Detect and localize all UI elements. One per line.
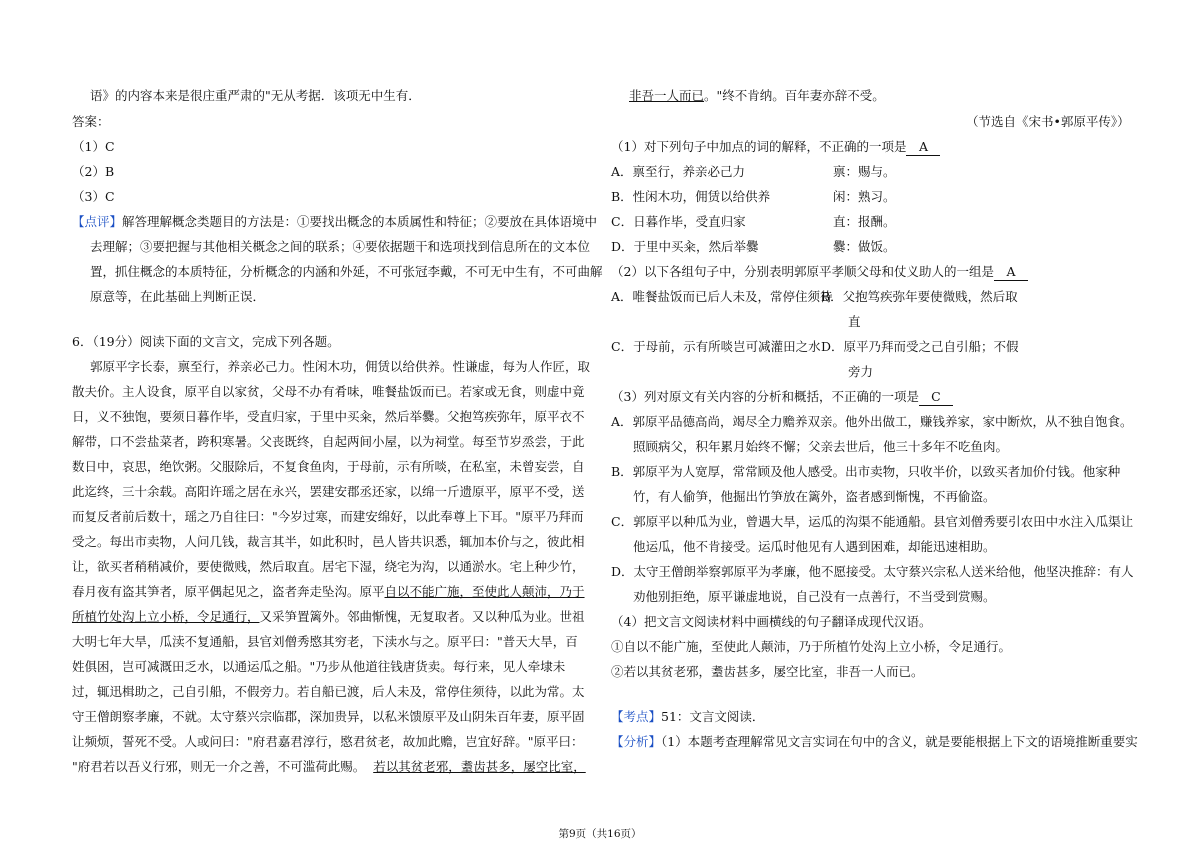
option: A．郭原平品德高尚，竭尽全力赡养双亲。他外出做工，赚钱养家，家中断炊，从不独自饱食。	[611, 414, 1133, 429]
passage-line	[72, 759, 586, 775]
passage-text: 春月夜有盗其笋者，原平偶起见之，盗者奔走坠沟。原平	[72, 584, 385, 599]
review-line: 置，抓住概念的本质特征，分析概念的内涵和外延，不可张冠李戴，不可无中生有，不可曲解	[90, 264, 603, 279]
source-citation: （节选自《宋书•郭原平传》）	[966, 114, 1130, 129]
passage-line: 数日中，哀思，绝饮粥。父服除后，不复食鱼肉，于母前，示有所啖，在私室，未曾妄尝，自	[72, 459, 585, 474]
option-text: C．日暮作毕，受直归家	[611, 214, 746, 229]
option	[611, 289, 833, 305]
underlined-sentence: 若以其贫老邪，耋齿甚多，屡空比室，	[373, 759, 586, 774]
passage-line: 散夫价。主人设食，原平自以家贫，父母不办有肴味，唯餐盐饭而已。若家或无食，则虚中竟	[72, 384, 585, 399]
option-wrap: 旁力	[848, 364, 874, 379]
passage-line	[72, 584, 585, 600]
option	[611, 189, 896, 205]
answer-blank: C	[919, 389, 953, 406]
subquestion-4: （4）把文言文阅读材料中画横线的句子翻译成现代汉语。	[611, 614, 932, 629]
answer-label: 答案：	[72, 114, 110, 129]
passage-line: 守王僧朗察孝廉，不就。太守蔡兴宗临郡，深加贵异，以私米馈原平及山阴朱百年妻，原平固	[72, 709, 585, 724]
passage-line: 日，义不独饱，要须日暮作毕，受直归家，于里中买籴，然后举爨。父抱笃疾弥年，原平衣不	[72, 409, 585, 424]
passage-line: 郭原平字长泰，禀至行，养亲必己力。性闲木功，佣赁以给供养。性谦虚，每为人作匠，取	[90, 359, 591, 374]
option-wrap: 照顾病父，积年累月始终不懈；父亲去世后，他三十多年不吃鱼肉。	[633, 439, 1009, 454]
option-text: D．于里中买籴，然后举爨	[611, 239, 759, 254]
question-6-title: 6．（19分）阅读下面的文言文，完成下列各题。	[72, 334, 340, 349]
option: D．太守王僧朗举察郭原平为孝廉，他不愿接受。太守蔡兴宗私人送米给他，他坚决推辞：有人	[611, 564, 1134, 579]
option: D．原平乃拜而受之己自引船；不假	[821, 339, 1019, 354]
option: B．郭原平为人宽厚，常常顾及他人感受。出市卖物，只收半价，以致买者加价付钱。他家种	[611, 464, 1121, 479]
passage-line: 过，辄迅楫助之，己自引船，不假旁力。若自船已渡，后人未及，常停住须待，以此为常。太	[72, 684, 585, 699]
option: B．父抱笃疾弥年要使微贱，然后取	[821, 289, 1018, 304]
subquestion-text: （1）对下列句子中加点的词的解释，不正确的一项是	[611, 139, 907, 154]
translation-item: ②若以其贫老邪，耋齿甚多，屡空比室，非吾一人而已。	[611, 664, 924, 679]
option	[611, 239, 896, 255]
option	[611, 164, 896, 180]
passage-line: 让频烦，誓死不受。人或问曰："府君嘉君淳行，愍君贫老，故加此赡，岂宜好辞。"原平曰：	[72, 734, 584, 749]
underlined-sentence: 所植竹处沟上立小桥，令足通行，	[72, 609, 260, 624]
keypoint-text: 51：文言文阅读．	[661, 709, 765, 724]
option-gloss: 闲：熟习。	[833, 189, 896, 204]
answer-3: （3）C	[72, 189, 115, 204]
subquestion-text: （2）以下各组句子中，分别表明郭原平孝顺父母和仗义助人的一组是	[611, 264, 994, 279]
review-line: 原意等，在此基础上判断正误．	[90, 289, 266, 304]
passage-line	[629, 88, 885, 104]
option-wrap: 他运瓜，他不肯接受。运瓜时他见有人遇到困难，却能迅速相助。	[633, 539, 996, 554]
passage-line: 此迄终，三十余载。高阳许瑶之居在永兴，罢建安郡丞还家，以绵一斤遗原平，原平不受，送	[72, 484, 585, 499]
text-line: 语》的内容本来是很庄重严肃的"无从考据．该项无中生有．	[90, 88, 421, 103]
passage-line: 让，欲买者稍稍减价，要使微贱，然后取直。居宅下湿，绕宅为沟，以通淤水。宅上种少竹，	[72, 559, 585, 574]
subquestion-2	[611, 264, 1028, 281]
review-line: 去理解；③要把握与其他相关概念之间的联系；④要依据题干和选项找到信息所在的文本位	[90, 239, 591, 254]
option-gloss: 禀：赐与。	[833, 164, 896, 179]
option-text: B．性闲木功，佣赁以给供养	[611, 189, 771, 204]
passage-line	[72, 609, 585, 625]
analysis-tag: 【分析】	[611, 734, 662, 749]
underlined-sentence: 非吾一人而已	[629, 88, 705, 103]
passage-text: 又采笋置篱外。邻曲惭愧，无复取者。又以种瓜为业。世祖	[259, 609, 585, 624]
passage-line: 解带，口不尝盐菜者，跨积寒暑。父丧既终，自起两间小屋，以为祠堂。每至节岁烝尝，于此	[72, 434, 585, 449]
answer-blank: A	[994, 264, 1028, 281]
underlined-sentence: 自以不能广施，至使此人颠沛，乃于	[384, 584, 585, 599]
analysis-text: （1）本题考查理解常见文言实词在句中的含义，就是要能根据上下文的语境推断重要实	[661, 734, 1138, 749]
subquestion-1	[611, 139, 940, 156]
review-text: 解答理解概念类题目的方法是：①要找出概念的本质属性和特征；②要放在具体语境中	[122, 214, 598, 229]
passage-line: 大明七年大旱，瓜渎不复通船，县官刘僧秀愍其穷老，下渎水与之。原平曰："普天大旱，百	[72, 634, 578, 649]
subquestion-3	[611, 389, 953, 406]
answer-2: （2）B	[72, 164, 115, 179]
analysis-line	[611, 734, 1138, 750]
passage-line: 而复反者前后数十，瑶之乃自往曰："今岁过寒，而建安绵好，以此奉尊上下耳。"原平乃拜而	[72, 509, 584, 524]
option-gloss: 爨：做饭。	[833, 239, 896, 254]
option-wrap: 竹，有人偷笋，他掘出竹笋放在篱外，盗者感到惭愧，不再偷盗。	[633, 489, 996, 504]
passage-line: 受之。每出市卖物，人问几钱，裁言其半，如此积时，邑人皆共识悉，辄加本价与之，彼此相	[72, 534, 585, 549]
option-text: A．禀至行，养亲必己力	[611, 164, 746, 179]
keypoint-tag: 【考点】	[611, 709, 662, 724]
review-line	[72, 214, 597, 230]
passage-line: 姓俱困，岂可减溉田乏水，以通运瓜之船。"乃步从他道往钱唐货卖。每行来，见人牵埭未	[72, 659, 566, 674]
answer-blank: A	[906, 139, 940, 156]
option-gloss: 直：报酬。	[833, 214, 896, 229]
page-number: 第9页（共16页）	[558, 828, 642, 840]
option-text: A．唯餐盐饭而已后人未及，常停住须待	[611, 289, 833, 304]
option: C．于母前，示有所啖岂可减灌田之水	[611, 339, 821, 354]
option	[611, 214, 896, 230]
review-tag: 【点评】	[72, 214, 123, 229]
option: C．郭原平以种瓜为业，曾遇大旱，运瓜的沟渠不能通船。县官刘僧秀要引农田中水注入瓜渠让	[611, 514, 1134, 529]
subquestion-text: （3）列对原文有关内容的分析和概括，不正确的一项是	[611, 389, 919, 404]
option-wrap: 劝他别拒绝，原平谦虚地说，自己没有一点善行，不当受到赏赐。	[633, 589, 996, 604]
keypoint-line	[611, 709, 764, 725]
translation-item: ①自以不能广施，至使此人颠沛，乃于所植竹处沟上立小桥，令足通行。	[611, 639, 1012, 654]
passage-text: "府君若以吾义行邪，则无一介之善，不可滥荷此赐。	[72, 759, 366, 774]
answer-1: （1）C	[72, 139, 115, 154]
option-wrap: 直	[848, 314, 861, 329]
passage-text: 。"终不肯纳。百年妻亦辞不受。	[704, 88, 885, 103]
